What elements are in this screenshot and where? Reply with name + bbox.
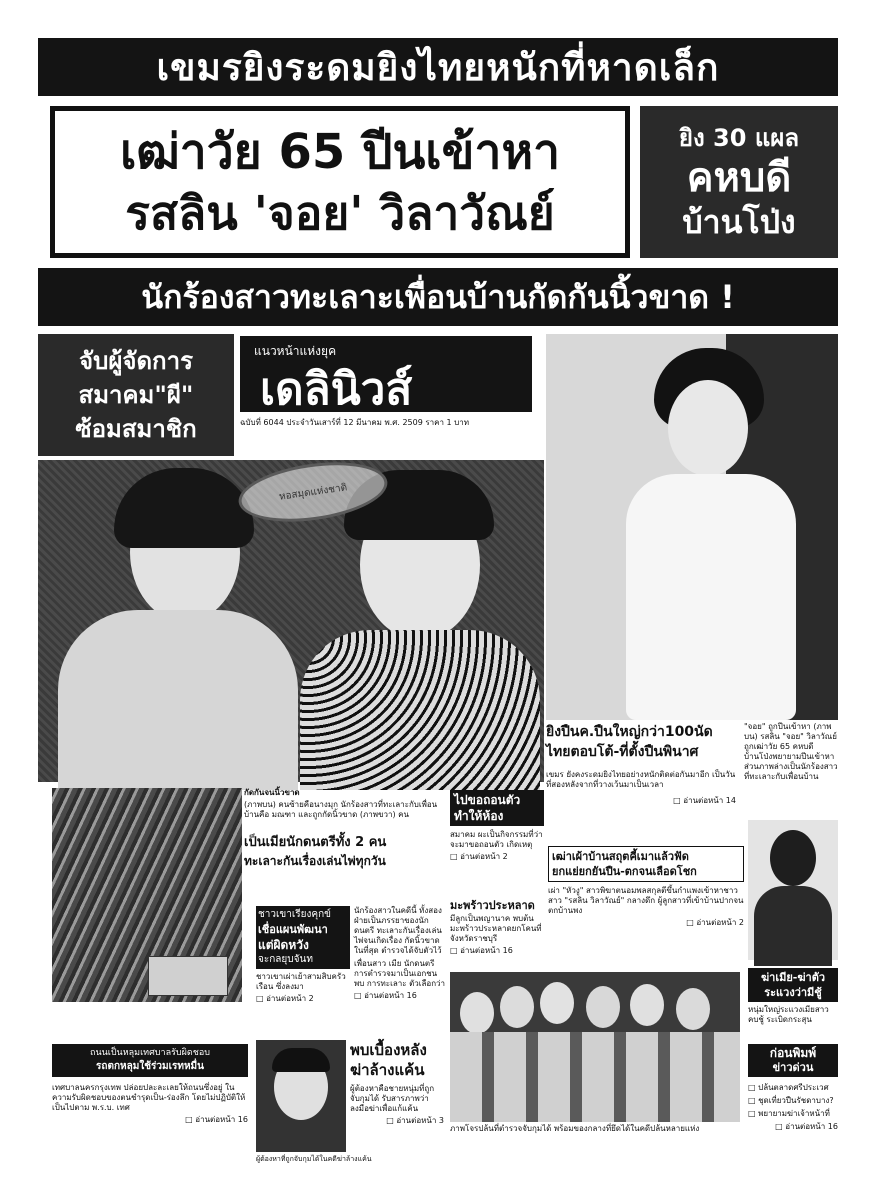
ghost-body: สมาคม ผะเป็นกิจกรรมที่ว่าจะมาขอถอนตัว เกิดเหตุ	[450, 830, 543, 849]
coconut-continued[interactable]: □ อ่านต่อหน้า 16	[450, 944, 544, 957]
kill-title-box	[748, 968, 838, 1002]
top-banner	[38, 38, 838, 96]
story-coconut[interactable]	[450, 896, 544, 966]
woman-left-body	[58, 610, 298, 790]
man-portrait-body	[754, 886, 832, 966]
second-banner[interactable]	[38, 268, 838, 326]
story-finger-continued-text[interactable]	[354, 906, 446, 1032]
story-revenge[interactable]	[350, 1040, 444, 1166]
drunk-continued[interactable]: □ อ่านต่อหน้า 2	[548, 916, 744, 929]
ghost-club-line2: สมาคม"ผี"	[78, 381, 194, 409]
suspect-4	[586, 986, 620, 1028]
man-caption	[256, 1154, 372, 1168]
mid-col-continued[interactable]: □ อ่านต่อหน้า 16	[354, 989, 446, 1002]
before-press-label1: ก่อนพิมพ์	[769, 1046, 817, 1060]
finger-body2: นักร้องสาวในคดีนี้ ทั้งสองฝ่ายเป็นภรรยาของนักดนตรี ทะเลาะกันเรื่องเล่นไพ่จนเกิดเรื่อง กัดนิ้วขาดในที่สุด ตำรวจได้จับตัวไว้	[354, 906, 442, 955]
side-headline-line3: บ้านโป่ง	[682, 203, 796, 241]
revenge-title1: พบเบื้องหลัง	[350, 1041, 427, 1059]
ghost-club-headline[interactable]	[38, 334, 234, 456]
story-drunk[interactable]	[548, 846, 744, 964]
side-headline[interactable]	[640, 106, 838, 258]
story-border-continued[interactable]: □ อ่านต่อหน้า 14	[546, 794, 736, 807]
story-road[interactable]	[52, 1044, 248, 1168]
masthead-issue-line: ฉบับที่ 6044 ประจำวันเสาร์ที่ 12 มีนาคม พ.ศ. 2509 ราคา 1 บาท	[240, 418, 470, 427]
before-continued[interactable]: □ อ่านต่อหน้า 16	[748, 1120, 838, 1133]
man-caption-text: ผู้ต้องหาที่ถูกจับกุมได้ในคดีฆ่าล้างแค้น	[256, 1155, 372, 1163]
side-headline-line2: คหบดี	[686, 155, 792, 201]
suspect-3	[540, 982, 574, 1024]
drunk-title2: ยกแย่ยกยันปืน-ตกจนเลือดโชก	[552, 865, 697, 878]
masthead	[240, 336, 532, 432]
group-caption	[450, 1124, 740, 1158]
headline-line1: เฒ่าวัย 65 ปีนเข้าหา	[119, 124, 561, 180]
story-border-title1: ยิงปืนค.ปืนใหญ่กว่า100นัด	[546, 724, 713, 740]
before-press-label2: ข่าวด่วน	[772, 1061, 814, 1074]
photo-joy	[546, 334, 838, 720]
group-caption-text: ภาพโจรปล้นที่ตำรวจจับกุมได้ พร้อมของกลางที่ยึดได้ในคดีปล้นหลายแห่ง	[450, 1124, 700, 1133]
woman-right-body	[300, 630, 540, 790]
second-banner-text: นักร้องสาวทะเลาะเพื่อนบ้านกัดกันนิ้วขาด !	[141, 277, 735, 316]
drunk-body: เผ่า "หัวงู" สาวพิฆาตนอมพลสกุลตีขึ้นกำแพงเข้าหาชาวสาว "รสลิน วิลาวัณย์" กลางดึก ผู้ลูกสาวที่เข้าบ้านปากจนตกบ้านพง	[548, 886, 744, 915]
finger-lead: กัดกันจนนิ้วขาด	[244, 788, 300, 797]
before-press-title	[748, 1044, 838, 1077]
kill-body: หนุ่มใหญ่ระแวงเมียสาวคบชู้ ระเบิดกระสุน	[748, 1005, 829, 1024]
suspect-5	[630, 984, 664, 1026]
photo-two-women	[38, 460, 544, 782]
photo-man-portrait	[748, 820, 838, 960]
field-sign	[148, 956, 228, 996]
kill-title2: ระแวงว่ามีชู้	[764, 986, 822, 999]
road-title2: รถตกหลุมใช้ร่วมเรทหมื่น	[96, 1061, 204, 1072]
ghost-club-line3: ซ้อมสมาชิก	[75, 415, 197, 443]
photo-joy-face	[668, 380, 748, 476]
masthead-tagline: แนวหน้าแห่งยุค	[254, 344, 337, 358]
hilltribe-title4: จะกลยุบจันท	[258, 954, 313, 965]
revenge-title2: ฆ่าล้างแค้น	[350, 1061, 425, 1079]
ghost-title-box	[450, 790, 544, 826]
before-press-box[interactable]	[748, 1044, 838, 1166]
revenge-body: ผู้ต้องหาคือชายหนุ่มที่ถูกจับกุมได้ รับสารภาพว่าลงมือฆ่าเพื่อแก้แค้น	[350, 1084, 435, 1113]
top-banner-text: เขมรยิงระดมยิงไทยหนักที่หาดเล็ก	[156, 45, 720, 89]
revenge-continued[interactable]: □ อ่านต่อหน้า 3	[350, 1114, 444, 1127]
hilltribe-title2: เชื่อแผนพัฒนา	[258, 923, 328, 936]
joy-caption-body: "จอย" ถูกปีนเข้าหา (ภาพบน) รสลิน "จอย" วิลาวัณย์ ถูกเฒ่าวัย 65 คหบดีบ้านโป่งพยายามปีนเข้าหา ส่วนภาพล่างเป็นนักร้องสาวที่ทะเลาะกับเพื่อนบ้าน	[744, 722, 838, 781]
road-body: เทศบาลนครกรุงเทพ ปล่อยปละละเลยให้ถนนซึ่งอยู่ ในความรับผิดชอบของตนชำรุดเป็น-ร่องลึก โดยไม่ปฏิบัติให้เป็นไปตาม พ.ร.บ. เทศ	[52, 1083, 246, 1112]
finger-body: (ภาพบน) คนซ้ายคือนางมุก นักร้องสาวที่ทะเลาะกับเพื่อนบ้านคือ มณฑา และถูกกัดนิ้วขาด (ภาพขวา) คน	[244, 800, 438, 819]
before-item2: □ ชุดเที่ยวปืนรัชดาบาง?	[748, 1094, 838, 1107]
finger-title2: ทะเลาะกันเรื่องเล่นไพ่ทุกวัน	[244, 854, 386, 868]
road-title-box	[52, 1044, 248, 1077]
suspects-bodies	[450, 1032, 740, 1122]
ghost-club-line1: จับผู้จัดการ	[79, 347, 193, 375]
story-hilltribe[interactable]	[256, 906, 350, 1032]
road-title1: ถนนเป็นหลุมเทศบาลรับผิดชอบ	[90, 1048, 210, 1058]
story-kill[interactable]	[748, 968, 838, 1042]
hilltribe-title1: ชาวเขาเรียงคุกข์	[258, 909, 331, 920]
woman-left-hair	[114, 468, 254, 548]
ghost-title1: ไปขอถอนตัว	[454, 793, 521, 807]
masthead-logo-box	[240, 336, 532, 415]
joy-caption	[744, 722, 838, 818]
ghost-continued[interactable]: □ อ่านต่อหน้า 2	[450, 850, 544, 863]
ghost-title2: ทำให้ห้อง	[454, 809, 504, 823]
photo-joy-dress	[626, 474, 796, 720]
mid-col-body: เพื่อนสาว เมีย นักดนตรี การตำรวจมาเป็นเอกชนพบ การทะเลาะ ตัวเลือกว่า	[354, 959, 446, 988]
photo-field	[52, 788, 242, 1002]
story-ghost[interactable]	[450, 790, 544, 860]
suspect-6	[676, 988, 710, 1030]
suspect-man-hair	[272, 1048, 330, 1072]
hilltribe-continued[interactable]: □ อ่านต่อหน้า 2	[256, 992, 350, 1005]
story-border[interactable]	[546, 722, 736, 842]
hilltribe-title-box	[256, 906, 350, 969]
finger-title1: เป็นเมียนักดนตรีทั้ง 2 คน	[244, 835, 387, 850]
man-portrait-head	[770, 830, 816, 886]
masthead-name: เดลินิวส์	[260, 364, 413, 415]
drunk-title-box	[548, 846, 744, 882]
stamp-text: หอสมุดแห่งชาติ	[278, 481, 348, 503]
headline-line2: รสลิน 'จอย' วิลาวัณย์	[125, 186, 555, 240]
hilltribe-body: ชาวเขาเผ่าเย้าสามสิบครัวเรือน ซึ่งลงมา	[256, 972, 346, 991]
story-border-body: เขมร ยังคงระดมยิงไทยอย่างหนักติดต่อกันมาอีก เป็นวันที่สองหลังจากที่วางเว้นมาเป็นเวลา	[546, 770, 736, 789]
before-item3: □ พยายามฆ่าเจ้าหน้าที่	[748, 1107, 838, 1120]
kill-title1: ฆ่าเมีย-ฆ่าตัว	[760, 971, 826, 984]
coconut-body: มีลูกเป็นพญานาค พบต้นมะพร้าวประหลาดยกโคนที่ จังหวัดราชบุรี	[450, 914, 542, 943]
photo-suspects-group	[450, 972, 740, 1122]
story-border-title2: ไทยตอบโต้-ที่ตั้งปืนพินาศ	[546, 744, 699, 760]
coconut-lead: มะพร้าวประหลาด	[450, 899, 535, 912]
photo-suspect-man	[256, 1040, 346, 1152]
main-headline[interactable]	[50, 106, 630, 258]
side-headline-line1: ยิง 30 แผล	[678, 124, 800, 152]
road-continued[interactable]: □ อ่านต่อหน้า 16	[52, 1113, 248, 1126]
suspect-2	[500, 986, 534, 1028]
drunk-title1: เฒ่าเผ้าบ้านสถุตคี้เมาแล้วฟัด	[552, 850, 689, 863]
before-item1: □ ปล้นตลาดศรีประเวศ	[748, 1081, 838, 1094]
hilltribe-title3: แต่ผิดหวัง	[258, 938, 309, 952]
suspect-1	[460, 992, 494, 1034]
